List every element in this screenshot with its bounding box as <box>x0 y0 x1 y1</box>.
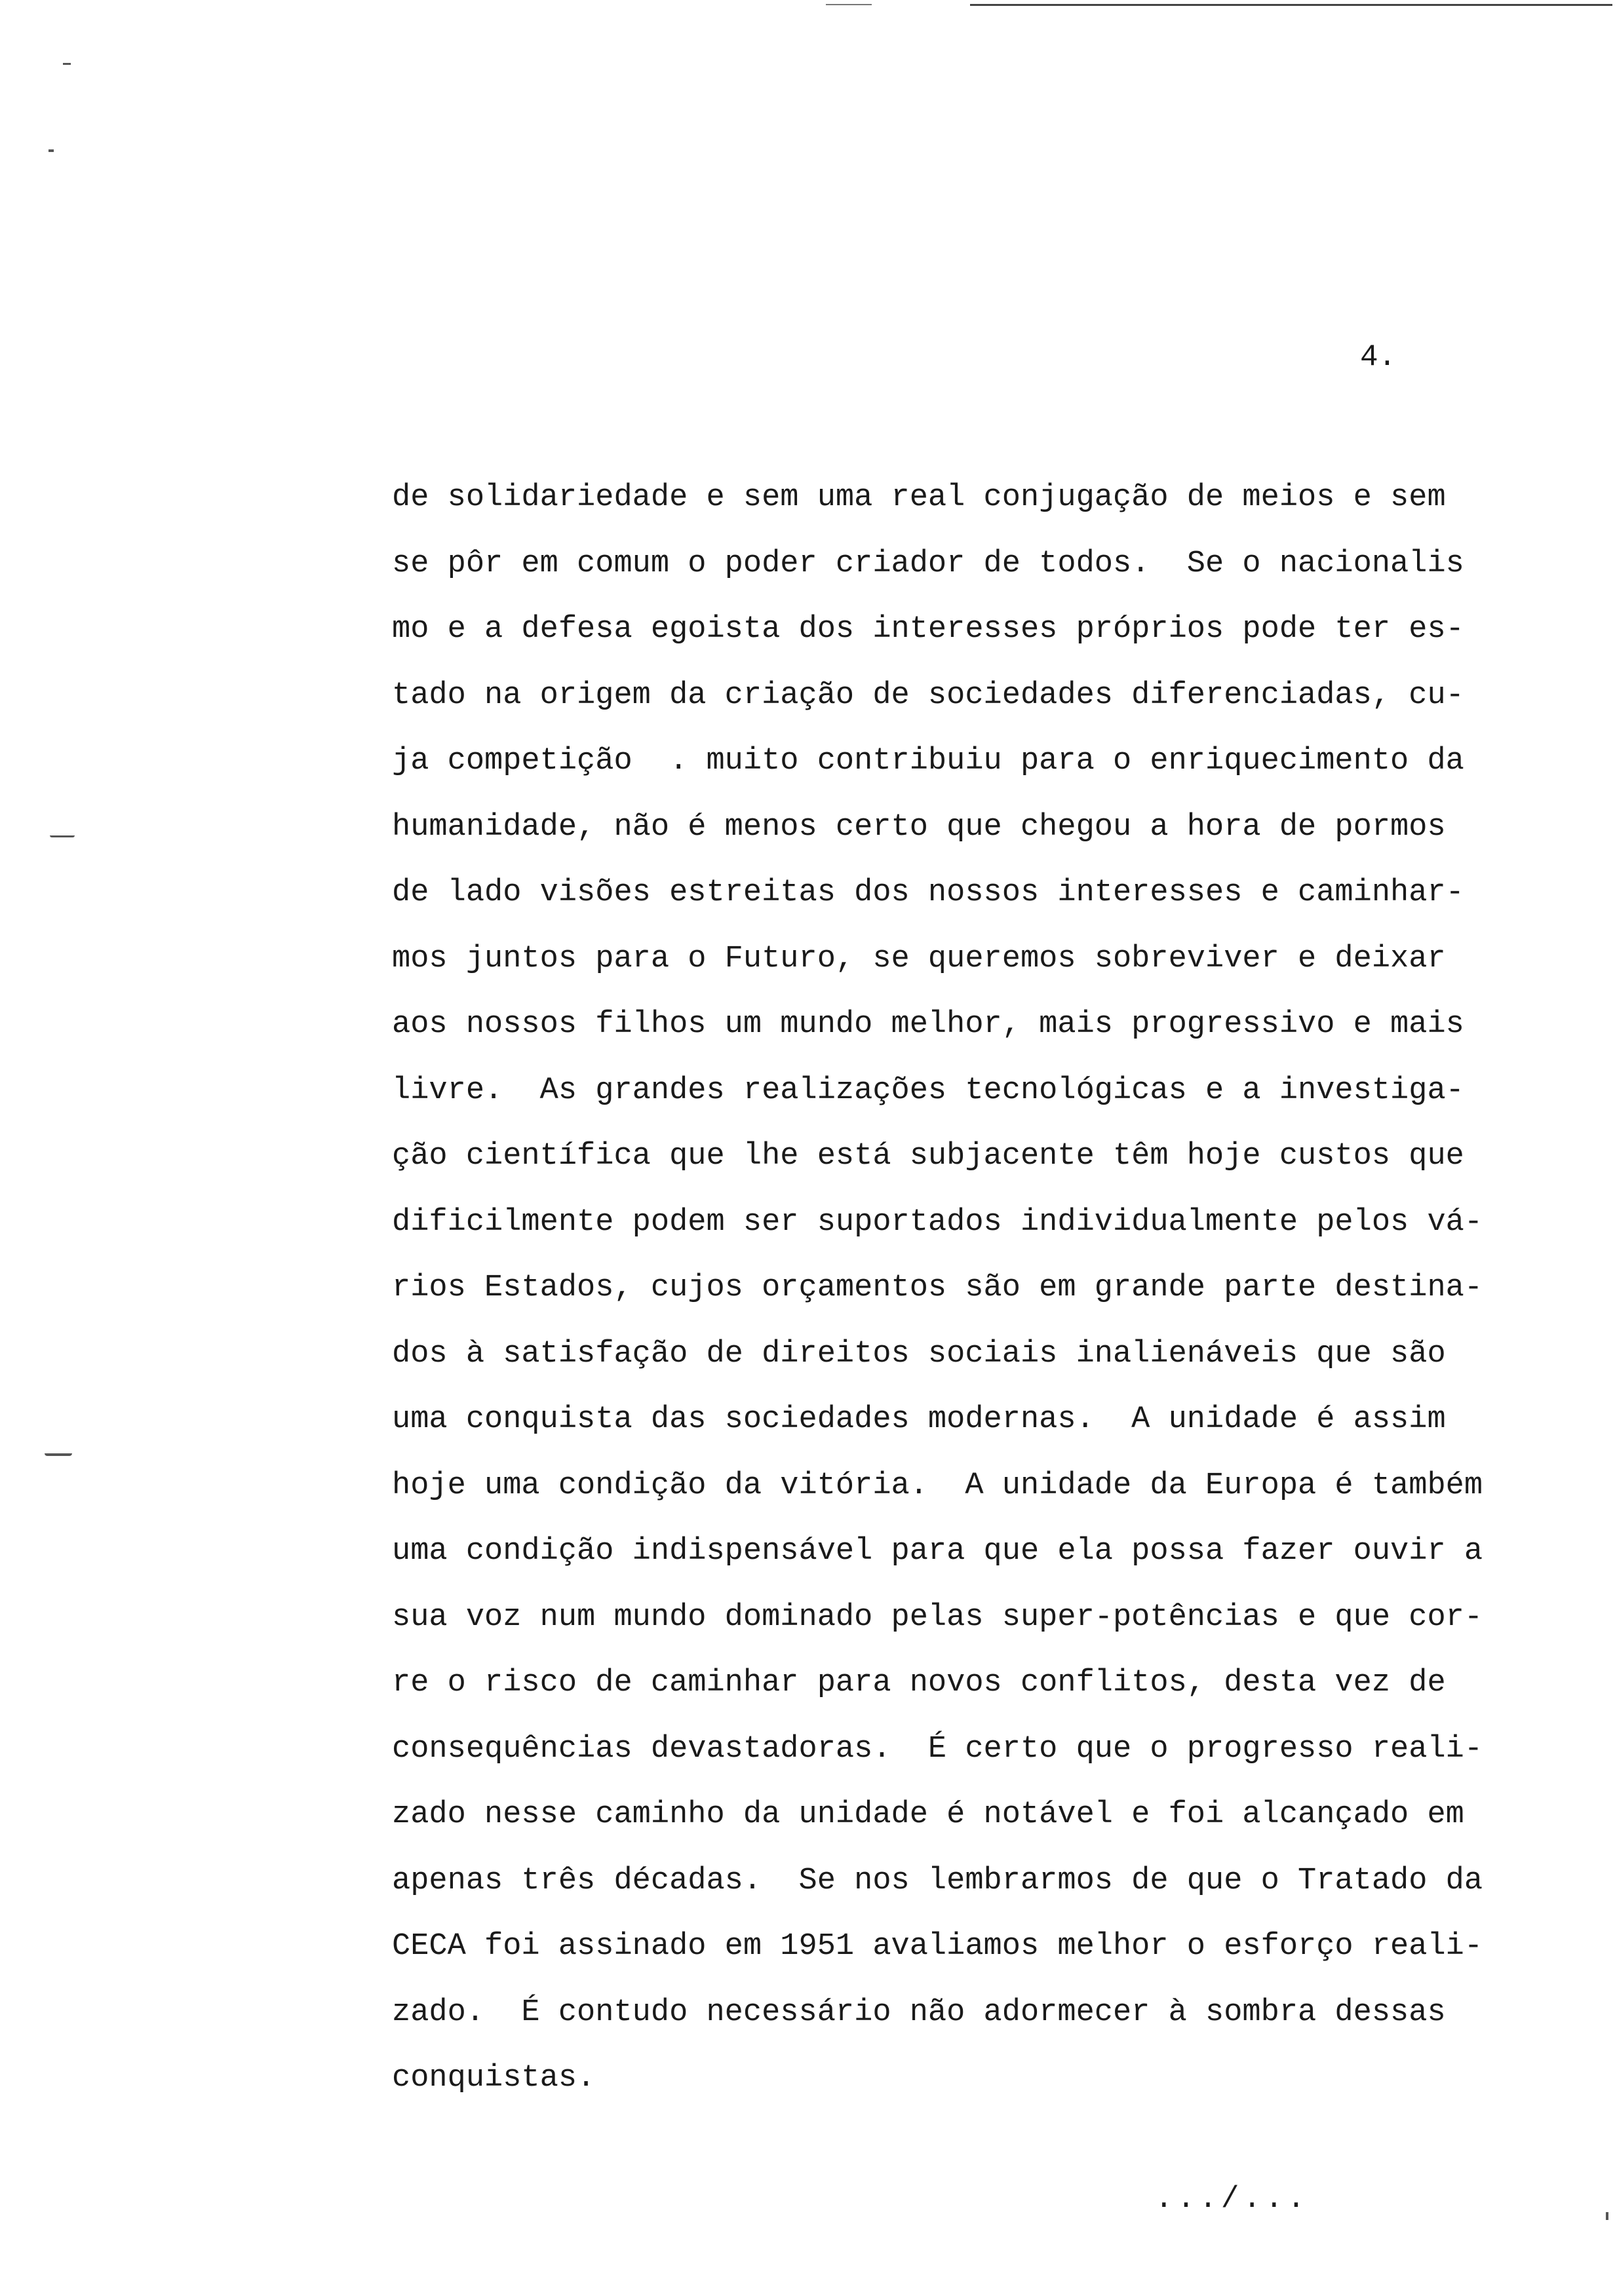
text-line: rios Estados, cujos orçamentos são em grande parte destina- <box>392 1271 1483 1305</box>
text-line: uma conquista das sociedades modernas. A unidade é assim <box>392 1402 1446 1437</box>
text-line: conquistas. <box>392 2061 596 2095</box>
body-text <box>392 465 1572 2112</box>
text-line: sua voz num mundo dominado pelas super-potências e que cor- <box>392 1599 1483 1635</box>
continuation-mark: .../... <box>1155 2182 1310 2216</box>
text-line: uma condição indispensável para que ela possa fazer ouvir a <box>392 1534 1483 1569</box>
text-line: ja competição . muito contribuiu para o enriquecimento da <box>392 744 1464 778</box>
text-line: apenas três décadas. Se nos lembrarmos de que o Tratado da <box>392 1863 1483 1898</box>
text-line: dos à satisfação de direitos sociais inalienáveis que são <box>392 1336 1446 1371</box>
text-line: dificilmente podem ser suportados individualmente pelos vá- <box>392 1204 1483 1240</box>
text-line: livre. As grandes realizações tecnológicas e a investiga- <box>392 1073 1464 1108</box>
margin-mark <box>45 1453 72 1456</box>
text-line: aos nossos filhos um mundo melhor, mais progressivo e mais <box>392 1007 1464 1042</box>
text-line: mos juntos para o Futuro, se queremos sobreviver e deixar <box>392 941 1446 976</box>
text-line: zado nesse caminho da unidade é notável e foi alcançado em <box>392 1797 1464 1832</box>
top-edge-rule-fragment <box>826 4 872 5</box>
top-edge-rule <box>970 4 1612 6</box>
text-line: CECA foi assinado em 1951 avaliamos melhor o esforço reali- <box>392 1929 1483 1964</box>
margin-mark <box>1606 2212 1608 2220</box>
text-line: de solidariedade e sem uma real conjugação de meios e sem <box>392 480 1446 515</box>
page-number: 4. <box>1360 340 1397 374</box>
text-line: ção científica que lhe está subjacente têm hoje custos que <box>392 1139 1464 1174</box>
margin-mark <box>49 149 54 152</box>
text-line: re o risco de caminhar para novos conflitos, desta vez de <box>392 1666 1446 1700</box>
margin-mark <box>63 63 71 65</box>
text-line: de lado visões estreitas dos nossos interesses e caminhar- <box>392 875 1464 910</box>
text-line: se pôr em comum o poder criador de todos. Se o nacionalis <box>392 546 1464 581</box>
margin-mark <box>50 835 75 837</box>
text-line: humanidade, não é menos certo que chegou a hora de pormos <box>392 809 1446 845</box>
text-line: consequências devastadoras. É certo que o progresso reali- <box>392 1731 1483 1767</box>
text-line: zado. É contudo necessário não adormecer à sombra dessas <box>392 1995 1446 2030</box>
text-line: mo e a defesa egoista dos interesses próprios pode ter es- <box>392 612 1464 647</box>
text-line: tado na origem da criação de sociedades diferenciadas, cu- <box>392 678 1464 713</box>
text-line: hoje uma condição da vitória. A unidade da Europa é também <box>392 1468 1483 1503</box>
